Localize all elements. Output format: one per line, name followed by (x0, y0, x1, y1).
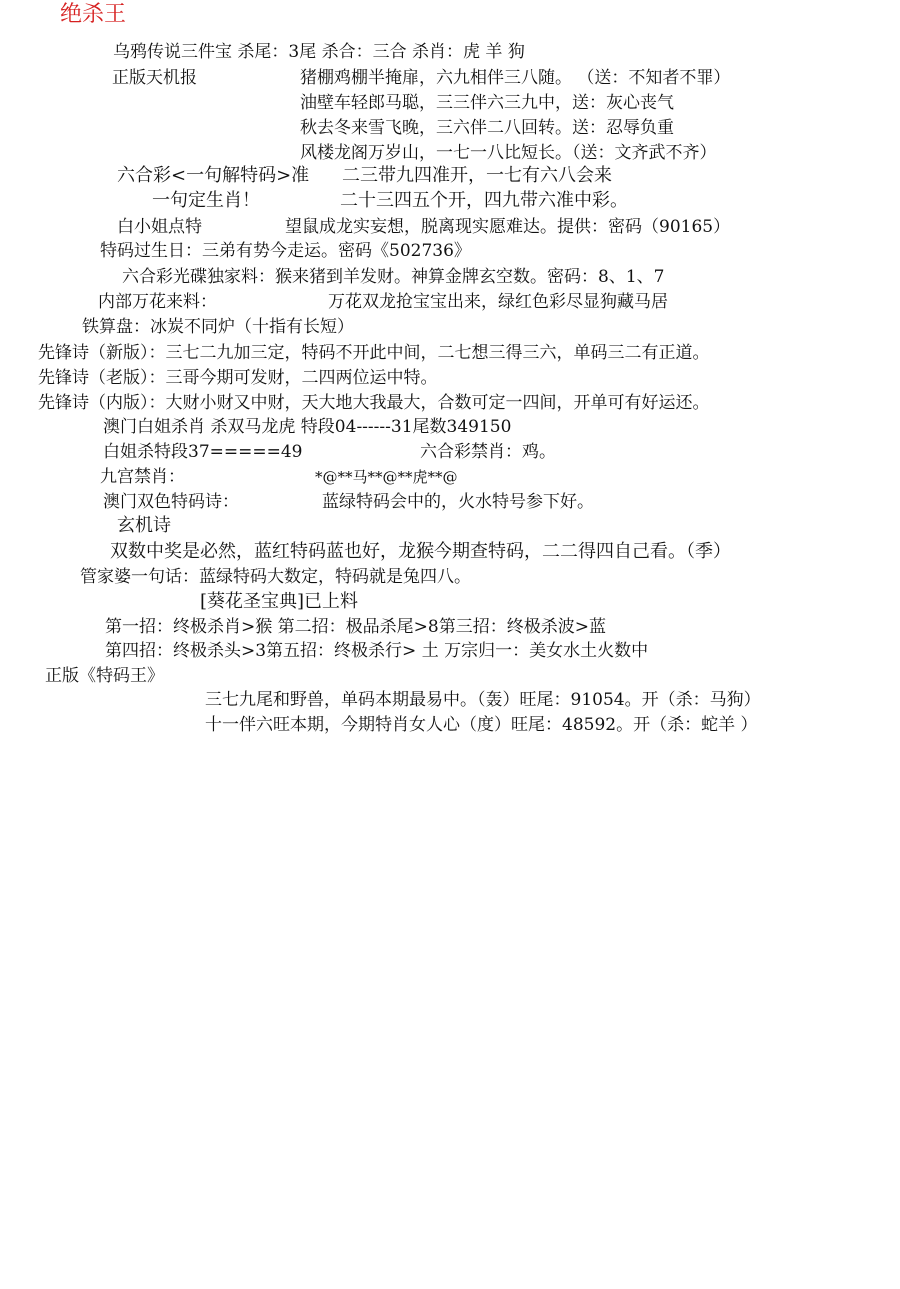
line-wanhua-text: 万花双龙抢宝宝出来，绿红色彩尽显狗藏马居 (328, 292, 668, 312)
line-cd-exclusive: 六合彩光碟独家料：猴来猪到羊发财。神算金牌玄空数。密码：8、1、7 (122, 267, 665, 287)
line-shuangse-text: 蓝绿特码会中的，火水特号参下好。 (322, 492, 594, 512)
line-tianji-poem-4: 风楼龙阁万岁山，一七一八比短长。（送：文齐武不齐） (300, 143, 717, 163)
line-temawang-1: 三七九尾和野兽，单码本期最易中。（轰）旺尾：91054。开（杀：马狗） (205, 690, 761, 710)
line-forbidden-zodiac: 六合彩禁肖：鸡。 (420, 442, 556, 462)
line-onesentence-text: 二三带九四准开，一七有六八会来 (342, 165, 612, 186)
line-guanjiapo: 管家婆一句话：蓝绿特码大数定，特码就是兔四八。 (80, 567, 471, 587)
line-tianji-poem-1: 猪棚鸡棚半掩扉，六九相伴三八随。 （送：不知者不罪） (300, 68, 731, 88)
line-zodiac-text: 二十三四五个开，四九带六准中彩。 (340, 190, 628, 211)
line-jiugong-label: 九宫禁肖： (100, 467, 185, 487)
line-temawang-label: 正版《特码王》 (45, 666, 164, 686)
line-tianji-poem-2: 油壁车轻郎马聪，三三伴六三九中，送：灰心丧气 (300, 93, 674, 113)
line-baijie-segment: 白姐杀特段37=====49 (103, 442, 303, 462)
line-wanhua-label: 内部万花来料： (98, 292, 217, 312)
line-kuihua-heading: [葵花圣宝典]已上料 (200, 591, 359, 612)
line-xuanji-heading: 玄机诗 (117, 515, 171, 536)
line-tiesuanpan: 铁算盘：冰炭不同炉（十指有长短） (82, 317, 354, 337)
line-moves-4-5: 第四招：终极杀头>3第五招：终极杀行> 土 万宗归一：美女水土火数中 (105, 641, 649, 661)
line-xianfeng-new: 先锋诗（新版）：三七二九加三定，特码不开此中间，二七想三得三六，单码三二有正道。 (38, 343, 710, 363)
page-title: 绝杀王 (60, 2, 127, 27)
line-crow-legend: 乌鸦传说三件宝 杀尾：3尾 杀合：三合 杀肖：虎 羊 狗 (113, 42, 525, 62)
line-xianfeng-old: 先锋诗（老版）：三哥今期可发财，二四两位运中特。 (38, 368, 438, 388)
line-baixiaojie-label: 白小姐点特 (117, 217, 202, 237)
line-jiugong-text: *@**马**@**虎**@ (315, 468, 458, 486)
line-shuangse-label: 澳门双色特码诗： (103, 492, 239, 512)
line-macau-kill: 澳门白姐杀肖 杀双马龙虎 特段04------31尾数349150 (103, 417, 512, 437)
line-zodiac-label: 一句定生肖！ (152, 190, 260, 211)
line-xuanji-poem: 双数中奖是必然，蓝红特码蓝也好，龙猴今期查特码，二二得四自己看。（季） (110, 541, 731, 562)
line-onesentence-label: 六合彩<一句解特码>准 (117, 165, 310, 186)
line-tianji-poem-3: 秋去冬来雪飞晚，三六伴二八回转。送：忍辱负重 (300, 118, 674, 138)
line-xianfeng-inner: 先锋诗（内版）：大财小财又中财，天大地大我最大，合数可定一四间，开单可有好运还。 (38, 393, 710, 413)
line-moves-1-3: 第一招：终极杀肖>猴 第二招：极品杀尾>8第三招：终极杀波>蓝 (105, 617, 606, 637)
line-temawang-2: 十一伴六旺本期，今期特肖女人心（度）旺尾：48592。开（杀：蛇羊 ） (205, 715, 758, 735)
line-tianji-label: 正版天机报 (112, 68, 197, 88)
line-birthday: 特码过生日：三弟有势今走运。密码《502736》 (100, 241, 471, 261)
line-baixiaojie-text: 望鼠成龙实妄想，脱离现实愿难达。提供：密码（90165） (285, 217, 731, 237)
